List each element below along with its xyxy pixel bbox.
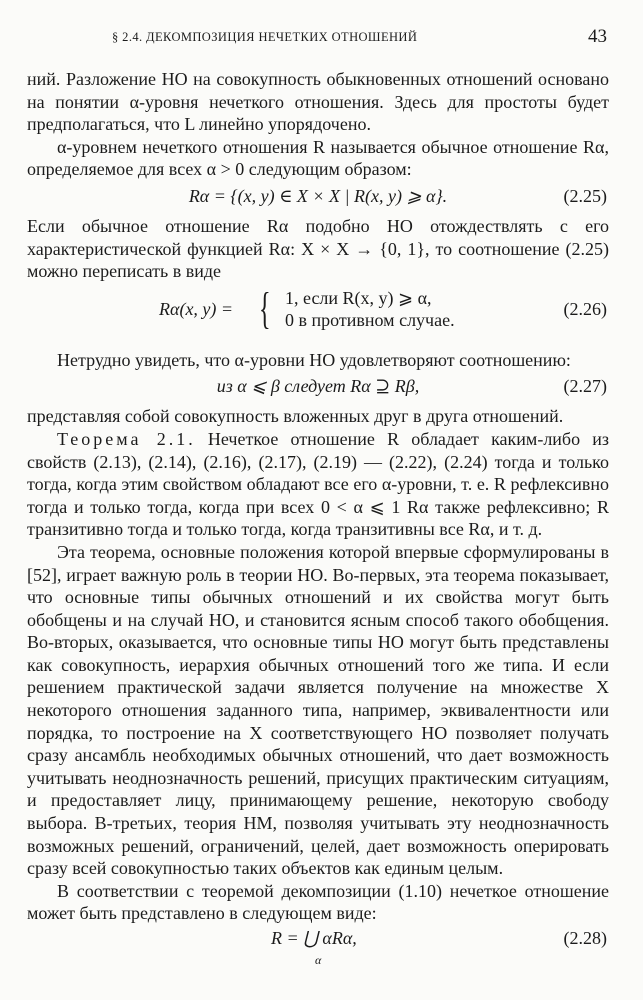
paragraph-nested-levels: Нетрудно увидеть, что α-уровни НО удовлетворяют соотношению: <box>57 349 571 370</box>
paragraph-theorem-discussion: Эта теорема, основные положения которой впервые сформулированы в [52], играет важную роль в теории НО. Во-первых, эта теорема показывает, что основные типы обычных отношений и их свойства могут быть обобщены и на случай НО, и становится ясным способ такого обобщения. Во-вторых, оказывается, что основные типы НО могут быть представлены как совокупность, иерархия обычных отношений того же типа. И если решением практической задачи является получение на множестве X некоторого отношения заданного типа, например, эквивалентности или порядка, то построение на X соответствующего НО позволяет получать сразу ансамбль необходимых обычных отношений, что дает возможность учитывать неоднозначность решений, присущих практическим ситуациям, и предоставляет лицу, принимающему решение, некоторую свободу выбора. В-третьих, теория НМ, позволяя учитывать эту неоднозначность возможных решений, ограничений, целей, дает возможность оперировать сразу всей совокупностью таких объектов как единым целым. <box>27 541 609 879</box>
paragraph-alpha-level-definition: α-уровнем нечеткого отношения R называется обычное отношение Rα, определяемое для всех α > 0 следующим образом: <box>27 136 609 180</box>
equation-2-27-body: из α ⩽ β следует Rα ⊇ Rβ, <box>216 376 420 397</box>
left-brace: { <box>259 283 271 333</box>
equation-2-27-number: (2.27) <box>563 376 607 397</box>
theorem-2-1 <box>27 428 609 541</box>
equation-2-25-number: (2.25) <box>563 185 607 206</box>
page-number: 43 <box>588 26 607 47</box>
paragraph-nested-relations: представляя собой совокупность вложенных друг в друга отношений. <box>27 406 564 427</box>
theorem-label: Теорема 2.1. <box>57 428 196 449</box>
paragraph-continuation: ний. Разложение НО на совокупность обыкновенных отношений основано на понятии α-уровня нечеткого отношения. Здесь для простоты будет предполагаться, что L линейно упорядочено. <box>27 69 609 135</box>
equation-2-26 <box>27 283 609 335</box>
equation-2-26-lhs: Rα(x, y) = <box>159 298 234 319</box>
equation-2-28-body: R = ⋃ αRα, <box>271 928 357 948</box>
equation-2-28-number: (2.28) <box>563 928 607 948</box>
equation-2-25-body: Rα = {(x, y) ∈ X × X | R(x, y) ⩾ α}. <box>188 185 448 206</box>
equation-2-26-number: (2.26) <box>563 298 607 319</box>
equation-2-28 <box>27 927 609 971</box>
equation-2-25 <box>27 185 609 209</box>
equation-2-27 <box>27 375 609 399</box>
running-title: § 2.4. ДЕКОМПОЗИЦИЯ НЕЧЕТКИХ ОТНОШЕНИЙ <box>112 30 418 44</box>
paragraph-decomposition: В соответствии с теоремой декомпозиции (1.10) нечеткое отношение может быть представлено в следующем виде: <box>27 880 609 924</box>
equation-2-26-case-2: 0 в противном случае. <box>285 309 455 330</box>
page-body <box>27 68 609 971</box>
page-header <box>112 26 607 50</box>
equation-2-26-case-1: 1, если R(x, y) ⩾ α, <box>285 287 432 308</box>
theorem-text: Нечеткое отношение R обладает каким-либо из свойств (2.13), (2.14), (2.16), (2.17), (2.19) — (2.22), (2.24) тогда и только тогда, когда этим свойством обладают все его α-уровни, т. е. R рефлексивно тогда и только тогда, когда при всех 0 < α ⩽ 1 Rα также рефлексивно; R транзитивно тогда и только тогда, когда транзитивны все Rα, и т. д. <box>27 428 609 540</box>
paragraph-characteristic-function: Если обычное отношение Rα подобно НО отождествлять с его характеристической функцией Rα: X × X → {0, 1}, то соотношение (2.25) можно переписать в виде <box>27 215 609 282</box>
equation-2-28-subscript: α <box>315 953 322 967</box>
